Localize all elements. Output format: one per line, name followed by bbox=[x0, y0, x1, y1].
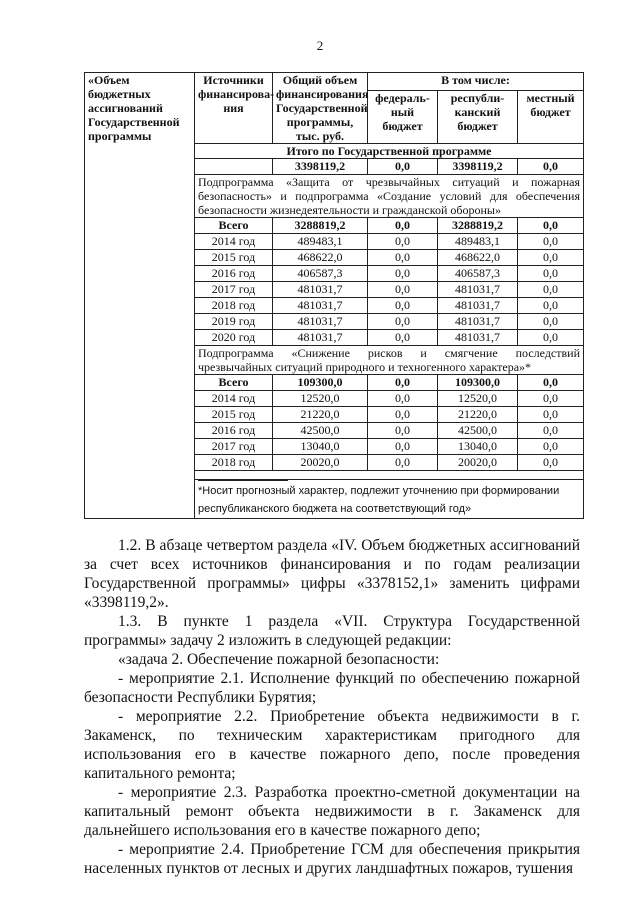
row-local: 0,0 bbox=[518, 266, 584, 282]
row-federal: 0,0 bbox=[368, 314, 438, 330]
header-local: местный бюджет bbox=[518, 91, 584, 144]
header-including: В том числе: bbox=[368, 73, 584, 91]
total-label bbox=[195, 159, 273, 175]
header-federal: федераль-ный бюджет bbox=[368, 91, 438, 144]
row-label: 2016 год bbox=[195, 266, 273, 282]
footnote-cell bbox=[195, 480, 584, 519]
row-local: 0,0 bbox=[518, 234, 584, 250]
row-total: 3288819,2 bbox=[273, 218, 368, 234]
row-republic: 12520,0 bbox=[438, 391, 518, 407]
row-republic: 13040,0 bbox=[438, 439, 518, 455]
row-federal: 0,0 bbox=[368, 298, 438, 314]
header-budget-volume: «Объем бюджетных ассигнований Государственной программы bbox=[85, 73, 195, 519]
row-local: 0,0 bbox=[518, 330, 584, 346]
footnote-text: *Носит прогнозный характер, подлежит уточнению при формировании республиканского бюджета на соответствующий год» bbox=[198, 485, 560, 515]
row-local: 0,0 bbox=[518, 407, 584, 423]
total-sum: 3398119,2 bbox=[273, 159, 368, 175]
row-label: 2014 год bbox=[195, 391, 273, 407]
row-total: 12520,0 bbox=[273, 391, 368, 407]
row-republic: 20020,0 bbox=[438, 455, 518, 471]
row-label: 2017 год bbox=[195, 282, 273, 298]
row-label: Всего bbox=[195, 218, 273, 234]
row-label: 2017 год bbox=[195, 439, 273, 455]
row-local: 0,0 bbox=[518, 314, 584, 330]
row-total: 481031,7 bbox=[273, 314, 368, 330]
row-republic: 109300,0 bbox=[438, 375, 518, 391]
footnote-rule bbox=[198, 480, 288, 481]
row-total: 109300,0 bbox=[273, 375, 368, 391]
row-total: 406587,3 bbox=[273, 266, 368, 282]
row-federal: 0,0 bbox=[368, 266, 438, 282]
paragraph: - мероприятие 2.4. Приобретение ГСМ для обеспечения прикрытия населенных пунктов от лесных и других ландшафтных пожаров, тушения bbox=[84, 841, 580, 877]
row-total: 481031,7 bbox=[273, 298, 368, 314]
row-total: 42500,0 bbox=[273, 423, 368, 439]
row-republic: 481031,7 bbox=[438, 282, 518, 298]
row-local: 0,0 bbox=[518, 423, 584, 439]
row-label: 2019 год bbox=[195, 314, 273, 330]
row-republic: 481031,7 bbox=[438, 314, 518, 330]
row-label: Всего bbox=[195, 375, 273, 391]
row-republic: 42500,0 bbox=[438, 423, 518, 439]
row-total: 21220,0 bbox=[273, 407, 368, 423]
paragraph: «задача 2. Обеспечение пожарной безопасности: bbox=[118, 651, 440, 668]
paragraph: 1.2. В абзаце четвертом раздела «IV. Объем бюджетных ассигнований за счет всех источников финансирования и по годам реализации Государственной программы» цифры «3378152,1» заменить цифрами «3398119,2». bbox=[84, 537, 580, 611]
paragraph: - мероприятие 2.3. Разработка проектно-сметной документации на капитальный ремонт объекта недвижимости в г. Закаменск для дальнейшего использования его в качестве пожарного депо; bbox=[84, 784, 580, 839]
row-total: 489483,1 bbox=[273, 234, 368, 250]
total-local: 0,0 bbox=[518, 159, 584, 175]
row-republic: 468622,0 bbox=[438, 250, 518, 266]
row-local: 0,0 bbox=[518, 391, 584, 407]
row-federal: 0,0 bbox=[368, 375, 438, 391]
row-republic: 481031,7 bbox=[438, 298, 518, 314]
spacer-cell bbox=[195, 471, 584, 480]
header-total-volume: Общий объем финансирования Государственной программы, тыс. руб. bbox=[273, 73, 368, 144]
row-total: 481031,7 bbox=[273, 282, 368, 298]
funding-table bbox=[84, 72, 584, 519]
row-local: 0,0 bbox=[518, 455, 584, 471]
row-republic: 21220,0 bbox=[438, 407, 518, 423]
row-total: 20020,0 bbox=[273, 455, 368, 471]
row-local: 0,0 bbox=[518, 439, 584, 455]
row-total: 468622,0 bbox=[273, 250, 368, 266]
row-federal: 0,0 bbox=[368, 391, 438, 407]
header-sources: Источники финансирова-ния bbox=[195, 73, 273, 144]
row-federal: 0,0 bbox=[368, 234, 438, 250]
header-republic: республи-канский бюджет bbox=[438, 91, 518, 144]
row-label: 2015 год bbox=[195, 250, 273, 266]
row-federal: 0,0 bbox=[368, 218, 438, 234]
total-federal: 0,0 bbox=[368, 159, 438, 175]
row-total: 481031,7 bbox=[273, 330, 368, 346]
total-republic: 3398119,2 bbox=[438, 159, 518, 175]
row-label: 2016 год bbox=[195, 423, 273, 439]
row-federal: 0,0 bbox=[368, 330, 438, 346]
row-local: 0,0 bbox=[518, 250, 584, 266]
paragraph: - мероприятие 2.2. Приобретение объекта недвижимости в г. Закаменск, по техническим характеристикам пригодного для использования его в качестве пожарного депо, после проведения капитального ремонта; bbox=[84, 708, 580, 782]
row-label: 2014 год bbox=[195, 234, 273, 250]
row-local: 0,0 bbox=[518, 298, 584, 314]
row-republic: 489483,1 bbox=[438, 234, 518, 250]
row-republic: 481031,7 bbox=[438, 330, 518, 346]
paragraph: - мероприятие 2.1. Исполнение функций по обеспечению пожарной безопасности Республики Бурятия; bbox=[84, 670, 580, 706]
row-label: 2015 год bbox=[195, 407, 273, 423]
row-republic: 406587,3 bbox=[438, 266, 518, 282]
row-federal: 0,0 bbox=[368, 407, 438, 423]
subprogram-2-title: Подпрограмма «Снижение рисков и смягчение последствий чрезвычайных ситуаций природного и техногенного характера»* bbox=[195, 346, 584, 375]
row-total: 13040,0 bbox=[273, 439, 368, 455]
row-label: 2018 год bbox=[195, 298, 273, 314]
paragraph: 1.3. В пункте 1 раздела «VII. Структура Государственной программы» задачу 2 изложить в следующей редакции: bbox=[84, 613, 580, 649]
subprogram-1-title: Подпрограмма «Защита от чрезвычайных ситуаций и пожарная безопасность» и подпрограмма «Создание условий для обеспечения безопасности жизнедеятельности и гражданской обороны» bbox=[195, 175, 584, 218]
row-local: 0,0 bbox=[518, 218, 584, 234]
row-federal: 0,0 bbox=[368, 250, 438, 266]
row-federal: 0,0 bbox=[368, 423, 438, 439]
total-title: Итого по Государственной программе bbox=[195, 144, 584, 159]
body-text bbox=[84, 536, 580, 878]
row-label: 2020 год bbox=[195, 330, 273, 346]
page-number: 2 bbox=[316, 38, 324, 53]
row-republic: 3288819,2 bbox=[438, 218, 518, 234]
row-federal: 0,0 bbox=[368, 282, 438, 298]
row-label: 2018 год bbox=[195, 455, 273, 471]
row-local: 0,0 bbox=[518, 375, 584, 391]
row-federal: 0,0 bbox=[368, 439, 438, 455]
row-local: 0,0 bbox=[518, 282, 584, 298]
row-federal: 0,0 bbox=[368, 455, 438, 471]
